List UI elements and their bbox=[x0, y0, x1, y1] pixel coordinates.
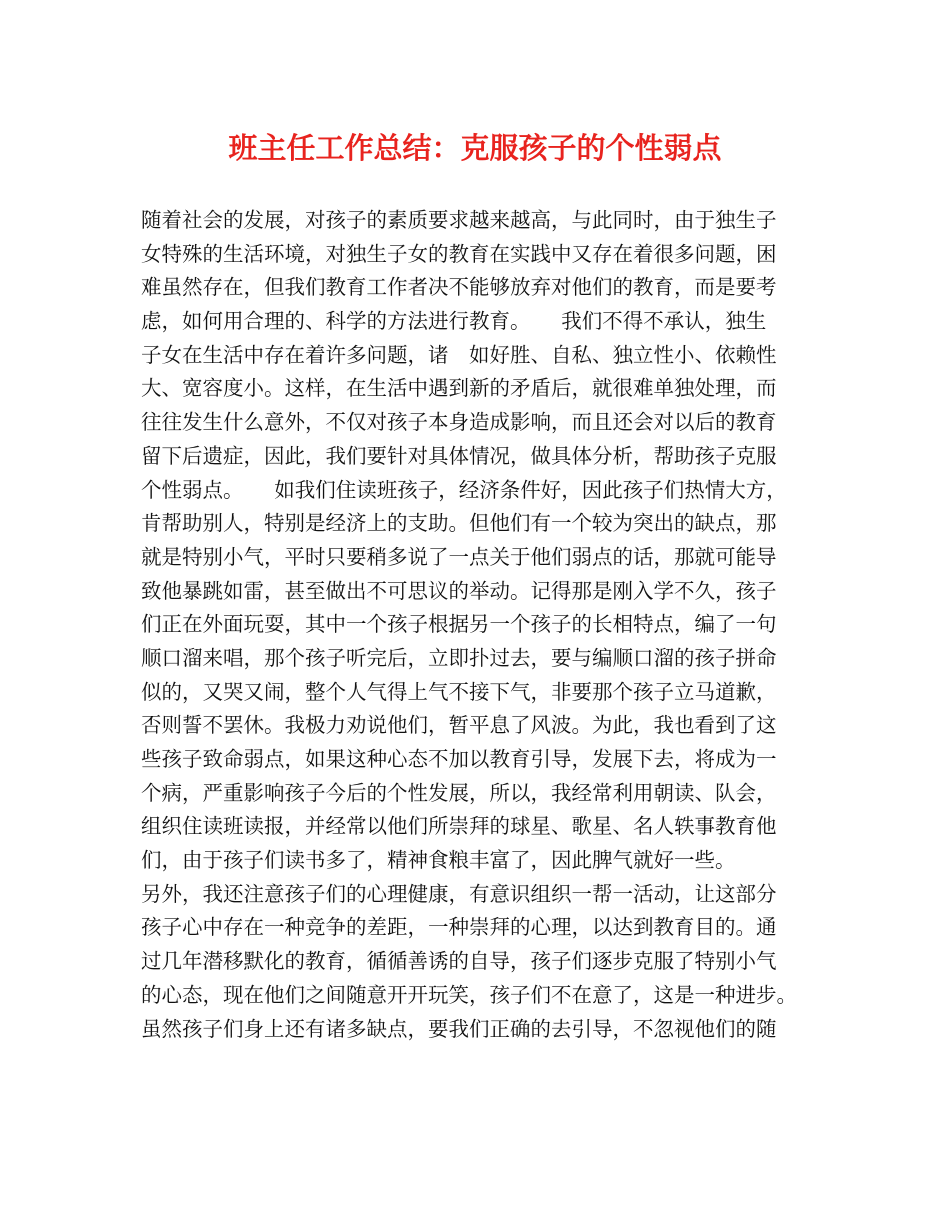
body-text-line: 就是特别小气，平时只要稍多说了一点关于他们弱点的话，那就可能导 bbox=[141, 544, 777, 569]
body-text-line: 留下后遗症，因此，我们要针对具体情况，做具体分析，帮助孩子克服 bbox=[141, 443, 777, 468]
body-text-line: 组织住读班读报，并经常以他们所崇拜的球星、歌星、名人轶事教育他 bbox=[141, 814, 777, 839]
body-text-line: 另外，我还注意孩子们的心理健康，有意识组织一帮一活动，让这部分 bbox=[141, 881, 777, 906]
body-text-line: 孩子心中存在一种竞争的差距，一种崇拜的心理，以达到教育目的。通 bbox=[141, 915, 777, 940]
body-text-line: 虽然孩子们身上还有诸多缺点，要我们正确的去引导，不忽视他们的随 bbox=[141, 1016, 777, 1041]
body-text-line: 过几年潜移默化的教育，循循善诱的自导，孩子们逐步克服了特别小气 bbox=[141, 949, 777, 974]
body-text-line: 子女在生活中存在着许多问题，诸 如好胜、自私、独立性小、依赖性 bbox=[141, 342, 777, 367]
body-text-line: 似的，又哭又闹，整个人气得上气不接下气，非要那个孩子立马道歉， bbox=[141, 679, 777, 704]
body-text-line: 虑，如何用合理的、科学的方法进行教育。 我们不得不承认，独生 bbox=[141, 309, 767, 334]
body-text-line: 肯帮助别人，特别是经济上的支助。但他们有一个较为突出的缺点，那 bbox=[141, 511, 777, 536]
document-body bbox=[141, 204, 831, 1046]
document-title: 班主任工作总结：克服孩子的个性弱点 bbox=[228, 131, 722, 165]
body-text-line: 女特殊的生活环境，对独生子女的教育在实践中又存在着很多问题，困 bbox=[141, 241, 777, 266]
body-text-line: 大、宽容度小。这样，在生活中遇到新的矛盾后，就很难单独处理，而 bbox=[141, 376, 777, 401]
body-text-line: 个性弱点。 如我们住读班孩子，经济条件好，因此孩子们热情大方， bbox=[141, 477, 787, 502]
body-text-line: 顺口溜来唱，那个孩子听完后，立即扑过去，要与编顺口溜的孩子拼命 bbox=[141, 645, 777, 670]
body-text-line: 往往发生什么意外，不仅对孩子本身造成影响，而且还会对以后的教育 bbox=[141, 410, 777, 435]
body-text-line: 否则誓不罢休。我极力劝说他们，暂平息了风波。为此，我也看到了这 bbox=[141, 713, 777, 738]
body-text-line: 们正在外面玩耍，其中一个孩子根据另一个孩子的长相特点，编了一句 bbox=[141, 612, 777, 637]
body-text-line: 致他暴跳如雷，甚至做出不可思议的举动。记得那是刚入学不久，孩子 bbox=[141, 578, 777, 603]
body-text-line: 们，由于孩子们读书多了，精神食粮丰富了，因此脾气就好一些。 bbox=[141, 848, 736, 873]
body-text-line: 些孩子致命弱点，如果这种心态不加以教育引导，发展下去，将成为一 bbox=[141, 747, 777, 771]
body-text-line: 随着社会的发展，对孩子的素质要求越来越高，与此同时，由于独生子 bbox=[141, 208, 777, 232]
body-text-line: 个病，严重影响孩子今后的个性发展，所以，我经常利用朝读、队会， bbox=[141, 780, 777, 805]
body-text-line: 的心态，现在他们之间随意开开玩笑，孩子们不在意了，这是一种进步。 bbox=[141, 982, 797, 1007]
body-text-line: 难虽然存在，但我们教育工作者决不能够放弃对他们的教育，而是要考 bbox=[141, 275, 777, 300]
